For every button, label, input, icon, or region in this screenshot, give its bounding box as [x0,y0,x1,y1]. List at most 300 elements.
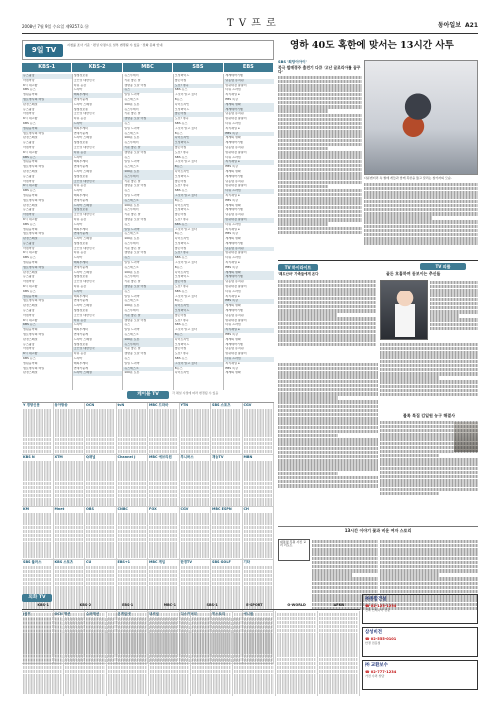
schedule-line [86,429,115,433]
schedule-line [181,554,210,558]
program-entry: 딩동댕 유치원 [225,280,244,284]
program-entry: 뉴스 [123,88,173,93]
schedule-line [65,633,104,637]
text-line [278,400,378,403]
schedule-line [212,409,241,413]
schedule-line [277,633,316,637]
schedule-line [149,546,178,550]
program-entry: 열린음악회 [23,227,38,231]
schedule-line [181,465,210,469]
program-entry: 연예가중계 [73,97,89,101]
schedule-line [65,625,104,629]
schedule-line [212,538,241,542]
text-line [380,425,478,428]
cable-channel-label: SBS 플러스 [23,559,42,564]
schedule-line [234,649,273,653]
program-entry: 모닝와이드 [174,74,190,77]
schedule-line [277,690,316,694]
program-entry: 생방송 오늘 아침 [124,184,147,188]
program-entry: 생로병사의 비밀 [23,333,45,337]
cable-channel-name [55,404,84,408]
cable-channel-box [117,455,149,507]
schedule-line [244,473,273,477]
schedule-line [319,686,358,690]
feature-headline: 영하 40도 혹한에 맞서는 13시간 사투 [290,40,454,51]
program-entry: 지식채널 e [225,93,240,97]
text-line [430,314,459,317]
schedule-line [244,570,273,574]
program-entry: 뉴스투데이 [124,208,139,212]
schedule-line [149,582,178,586]
schedule-line [244,465,273,469]
schedule-line [181,586,210,590]
schedule-line [65,649,104,653]
program-entry: 뉴스 [123,256,173,261]
text-line [278,206,362,209]
schedule-line [244,461,273,465]
cable-channel-box [85,507,117,559]
program-entry: 도전! 명곡 [174,184,189,188]
program-entry: 세계테마기행 [224,108,274,113]
text-line [278,155,362,158]
paper-name [438,23,478,30]
program-entry: 8뉴스 [174,299,183,303]
schedule-line [108,613,147,617]
program-entry: 기분 좋은 날 [124,213,141,217]
schedule-line [150,666,189,670]
schedule-line [23,486,52,490]
schedule-line [23,613,62,617]
program-entry: 지식채널 e [225,261,240,265]
schedule-line [23,570,52,574]
cable-badge: 케이블 TV [127,391,169,399]
schedule-line [212,473,241,477]
schedule-line [234,666,273,670]
program-entry: 환경스페셜 [23,304,38,308]
ad-box[interactable] [362,627,478,657]
program-entry: SBS 뉴스 [174,155,188,159]
program-entry: 드라마 스페셜 [73,304,92,308]
channel-name: KBS-2 [72,63,122,72]
cable-channel-name [118,561,147,565]
schedule-line [86,477,115,481]
program-entry: 모닝와이드 [174,174,190,178]
schedule-line [65,613,104,617]
schedule-line [234,641,273,645]
schedule-line [212,494,241,498]
program-entry: 모닝와이드 [174,141,224,146]
feature-caption: 다큐멘터리 속 썰매 개들과 함께 혹한을 뚫고 달리는 참가자의 모습. [364,176,452,180]
program-entry: 방귀대장 뿡뿡이 [224,218,274,223]
program-entry: 좋은아침 [174,145,187,149]
schedule-line [244,429,273,433]
text-line [278,417,378,420]
ad-phone: ☎ 02-777-1234 [365,670,397,675]
program-entry: 열린음악회 [23,93,38,97]
schedule-line [150,674,189,678]
schedule-line [23,473,52,477]
program-entry: 아침마당 [23,145,35,149]
page-number: A21 [465,22,478,29]
program-entry: 세계테마기행 [225,309,243,313]
schedule-line [192,682,231,686]
pick-a-title: 블록 특집 김일원 농구 해결사 [403,413,455,418]
program-entry: 아침마당 [22,213,72,218]
program-entry: 6시 내고향 [23,251,38,255]
schedule-line [277,686,316,690]
schedule-line [118,550,147,554]
schedule-line [149,502,178,506]
text-line [278,176,362,179]
program-entry: 뉴스 [124,155,130,159]
text-line [312,561,378,564]
text-line [278,210,362,213]
text-line [278,160,362,163]
text-line [364,241,478,244]
cable-channel-label: 디스커버리 [180,611,197,616]
schedule-line [277,670,316,674]
schedule-line [55,578,84,582]
schedule-line [192,641,231,645]
ad-box[interactable] [362,594,478,624]
schedule-line [108,629,147,633]
listing-banner [22,40,274,60]
schedule-line [234,662,273,666]
program-entry: 기분 좋은 날 [124,246,141,250]
schedule-line [181,538,210,542]
program-entry: 아침마당 [23,179,35,183]
schedule-line [23,425,52,429]
schedule-line [55,550,84,554]
schedule-line [86,526,115,530]
cable-channel-label: OBS [86,507,94,512]
program-entry: 뉴스 [124,323,130,327]
program-entry: 드라마 [73,256,83,260]
cable-channel-name [86,508,115,512]
text-line [380,569,478,572]
schedule-line [244,417,273,421]
program-entry: 좋은아침 [174,112,224,117]
schedule-line [181,578,210,582]
schedule-line [86,586,115,590]
program-entry: 드라마 [73,222,83,226]
schedule-line [55,498,84,502]
schedule-line [212,554,241,558]
schedule-line [244,517,273,521]
text-line [380,343,478,346]
program-entry: 뉴스광장 [23,275,35,279]
schedule-line [234,637,273,641]
text-line [380,462,478,465]
text-line [278,396,338,399]
schedule-line [55,538,84,542]
program-entry: 일일 드라마 [124,361,140,365]
schedule-line [244,578,273,582]
schedule-line [212,486,241,490]
schedule-line [244,494,273,498]
program-entry: 뉴스광장 [23,174,35,178]
program-entry: 세계테마기행 [224,275,274,280]
program-entry: 좋은아침 [174,246,187,250]
program-entry: 방귀대장 뿡뿡이 [225,352,247,356]
text-line [380,351,478,354]
schedule-line [149,517,178,521]
tv-people [380,260,478,410]
schedule-line [86,498,115,502]
text-line [380,421,478,424]
schedule-line [23,645,62,649]
channel-name: KBS-1 [22,63,72,72]
program-entry: 100분 토론 [124,371,140,375]
cable-channel-name [86,456,115,460]
text-line [278,164,362,167]
text-line [278,451,378,454]
text-line [278,363,378,366]
schedule-line [149,450,178,454]
cable-channel-name [23,508,52,512]
text-line [364,233,478,236]
program-entry: EBS 특강 [225,265,238,269]
schedule-line [192,645,231,649]
program-entry: 다큐 공감 [73,217,87,221]
cable-channel-label: MBC 게임 [149,559,166,564]
cable-channel-box [148,403,180,455]
paper-title: 동아일보 [437,22,461,29]
schedule-line [23,637,62,641]
program-entry: 열린음악회 [23,193,38,197]
text-line [278,455,378,458]
schedule-line [149,534,178,538]
schedule-line [212,534,241,538]
schedule-line [181,442,210,446]
text-line [380,446,478,449]
schedule-line [23,690,62,694]
schedule-line [86,417,115,421]
program-entry: 모닝와이드 [174,342,190,346]
schedule-line [244,450,273,454]
text-line [380,389,478,392]
schedule-line [23,477,52,481]
schedule-line [181,517,210,521]
schedule-line [23,413,52,417]
schedule-line [234,617,273,621]
foreign-tv [22,594,360,696]
program-entry: 나이트라인 [174,237,190,241]
schedule-line [55,566,84,570]
schedule-line [55,429,84,433]
schedule-line [277,666,316,670]
foreign-channel-header [22,604,360,610]
program-entry: 뉴스 [124,357,130,361]
program-entry: 드라마 [73,155,83,159]
pick-a-body [380,421,478,496]
schedule-line [55,417,84,421]
schedule-line [150,662,189,666]
program-entry: 세계테마기행 [225,174,243,178]
program-entry: 열린음악회 [23,328,38,332]
program-entry: 뉴스 [124,289,130,293]
schedule-line [23,534,52,538]
schedule-line [118,482,147,486]
schedule-line [118,521,147,525]
schedule-line [23,461,52,465]
schedule-line [181,498,210,502]
schedule-line [23,641,62,645]
cable-channel-name [149,561,178,565]
cable-channel-name [244,561,273,565]
channel-name: EBS [224,63,274,72]
program-entry: 6시 내고향 [22,352,72,357]
schedule-line [319,662,358,666]
text-line [380,565,478,568]
program-entry: 드라마 스페셜 [73,136,92,140]
program-entry: 드라마 스페셜 [73,270,92,274]
schedule-line [86,574,115,578]
schedule-line [108,621,147,625]
program-entry: 일일 드라마 [123,228,173,233]
cable-channel-label: Y 경향신문 [23,403,40,407]
schedule-line [277,645,316,649]
program-entry: 6시 내고향 [23,150,38,154]
schedule-line [181,438,210,442]
program-entry: 생방송 오늘 아침 [123,285,173,290]
schedule-line [181,550,210,554]
schedule-line [23,521,52,525]
schedule-line [181,542,210,546]
schedule-line [55,438,84,442]
program-entry: 굿모닝 대한민국 [73,145,95,149]
program-entry: 일일 드라마 [124,160,140,164]
schedule-line [212,490,241,494]
program-entry: SBS 뉴스 [174,189,188,193]
text-line [278,309,376,312]
foreign-grid [22,611,360,696]
schedule-line [212,550,241,554]
program-entry: 뉴스데스크 [124,97,139,101]
program-entry: 뉴스광장 [23,309,35,313]
program-entry: 그것이 알고 싶다 [174,328,197,332]
text-line [278,301,376,304]
cable-channel-box [148,507,180,559]
schedule-line [23,649,62,653]
schedule-line [23,450,52,454]
program-entry: 방귀대장 뿡뿡이 [225,285,247,289]
program-entry: 다큐 공감 [73,184,87,188]
text-line [364,200,478,203]
schedule-line [86,570,115,574]
schedule-line [244,542,273,546]
schedule-line [234,625,273,629]
schedule-line [149,461,178,465]
program-entry: 그것이 알고 싶다 [174,194,224,199]
schedule-line [55,586,84,590]
text-line [312,590,378,593]
schedule-line [277,682,316,686]
schedule-line [212,469,241,473]
text-line [278,326,376,329]
program-entry: 세계의 명화 [225,136,241,140]
schedule-line [86,502,115,506]
text-line [380,586,478,589]
ad-brand: 삼성비전 [365,630,382,635]
program-entry: 모닝와이드 [174,309,224,314]
text-line [278,76,362,79]
schedule-line [212,446,241,450]
program-entry: 연예가중계 [73,165,89,169]
text-line [430,293,478,296]
cable-channel-label: 애니원 [243,611,254,616]
schedule-line [55,513,84,517]
pick-c-title: 13시간 이야기 꽃과 비운 여자 스토리 [344,528,412,533]
listing-logo: 9일 TV [25,44,63,57]
program-entry: 좋은아침 [174,347,187,351]
schedule-line [244,438,273,442]
program-entry: 나이트라인 [174,102,190,106]
text-line [278,114,362,117]
schedule-line [149,586,178,590]
schedule-line [23,658,62,662]
schedule-line [181,461,210,465]
cable-channel-label: SBS 스포츠 [212,403,231,407]
program-entry: EBS 특강 [225,198,238,202]
schedule-line [108,633,147,637]
program-entry: 기분 좋은 날 [123,146,173,151]
ad-box[interactable] [362,660,478,690]
schedule-line [65,641,104,645]
schedule-line [181,570,210,574]
schedule-line [23,490,52,494]
schedule-line [181,486,210,490]
schedule-line [192,633,231,637]
foreign-column [318,611,360,696]
text-line [364,187,478,190]
text-line [364,183,478,186]
text-line [380,540,478,543]
program-entry: 도전! 명곡 [174,217,189,221]
people-body [380,342,478,397]
schedule-line [108,690,147,694]
text-line [380,458,478,461]
text-line [380,376,439,379]
program-entry: 그것이 알고 싶다 [174,362,224,367]
program-entry: 방귀대장 뿡뿡이 [225,83,247,87]
program-entry: 기분 좋은 날 [124,179,141,183]
schedule-line [23,670,62,674]
cable-channel-box [243,403,275,455]
program-entry: EBS 특강 [225,97,238,101]
program-notes [278,362,378,522]
program-entry: 일일 드라마 [124,261,140,265]
schedule-line [234,645,273,649]
schedule-line [55,494,84,498]
schedule-line [108,678,147,682]
program-entry: 연예가중계 [73,299,89,303]
schedule-line [23,662,62,666]
program-entry: 굿모닝 대한민국 [73,313,95,317]
cable-channel-label: CGV [243,403,252,407]
schedule-line [23,482,52,486]
schedule-line [244,502,273,506]
program-entry: 다큐 공감 [73,319,123,324]
schedule-line [212,566,241,570]
text-line [312,582,378,585]
schedule-line [150,690,189,694]
issue-date: 2008년 7월 9일 수요일 제9257호 ㉥ [22,24,89,29]
text-line [278,151,362,154]
schedule-line [277,629,316,633]
program-entry: 딩동댕 유치원 [224,247,274,252]
schedule-line [23,433,52,437]
